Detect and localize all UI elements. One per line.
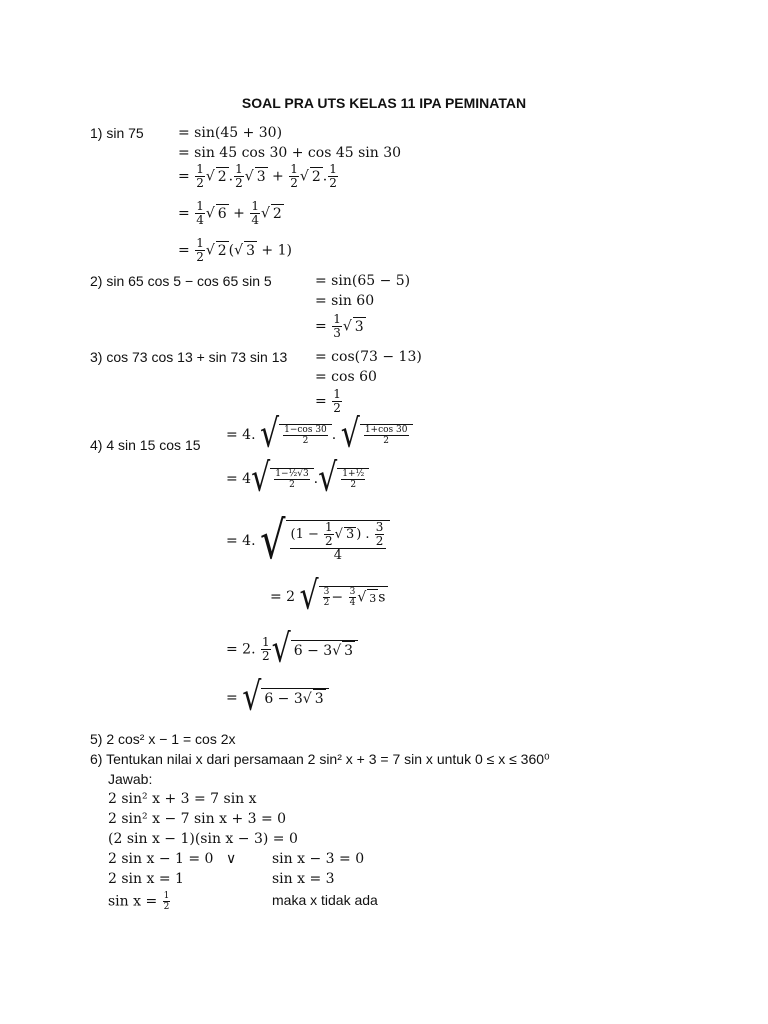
q4-step-2: = 4√ $\frac{\text{1−½√3}}{2}$ .√ $\frac{\text{1+½}}{2}$ (226, 468, 369, 490)
q2-label: 2) sin 65 cos 5 − cos 65 sin 5 (90, 273, 272, 289)
q3-step-1: = cos(73 − 13) (315, 349, 422, 365)
page-title: SOAL PRA UTS KELAS 11 IPA PEMINATAN (241, 95, 527, 111)
q1-label: 1) sin 75 (90, 125, 144, 141)
q5-label: 5) 2 cos² x − 1 = cos 2x (90, 731, 236, 747)
q6-step-4a: 2 sin x − 1 = 0 (108, 851, 214, 867)
q2-step-2: = sin 60 (315, 293, 375, 309)
q1-step-4: = $\frac{1}{4}$ √ 6 + $\frac{1}{4}$ √ 2 (178, 199, 282, 227)
q1-step-3: = $\frac{1}{2}$ √ 2 . $\frac{1}{2}$ √ 3 + $\frac{1}{2}$ √ 2 . $\frac{1}{2}$ (178, 162, 337, 190)
q6-step-5b: sin x = 3 (272, 871, 335, 887)
q6-step-2: 2 sin² x − 7 sin x + 3 = 0 (108, 811, 287, 827)
q6-step-3: (2 sin x − 1)(sin x − 3) = 0 (108, 831, 298, 847)
q4-step-4: = 2 √ $\frac{3}{2}$ − $\frac{3}{4}$ √ 3 s (270, 586, 388, 608)
q4-step-3: = 4. √ (1 − $\frac{1}{2}$ √ 3 ) . $\frac{3}{2}$ 4 (226, 520, 390, 562)
q4-label: 4) 4 sin 15 cos 15 (90, 437, 201, 453)
q6-label: 6) Tentukan nilai x dari persamaan 2 sin² x + 3 = 7 sin x untuk 0 ≤ x ≤ 360⁰ (90, 751, 550, 767)
q4-step-6: = √ 6 − 3√ 3 (226, 688, 329, 708)
q4-step-1: = 4. √ $\frac{1-\cos 30}{2}$ . √ $\frac{1+\cos 30}{2}$ (226, 424, 413, 446)
q6-step-4b: sin x − 3 = 0 (272, 851, 365, 867)
q3-step-2: = cos 60 (315, 369, 377, 385)
q6-jawab: Jawab: (108, 771, 153, 787)
q1-step-5: = $\frac{1}{2}$ √ 2 (√ 3 + 1) (178, 236, 292, 264)
q3-label: 3) cos 73 cos 13 + sin 73 sin 13 (90, 349, 288, 365)
q6-step-6a: sin x = $\frac{1}{2}$ (108, 891, 170, 912)
q6-step-5a: 2 sin x = 1 (108, 871, 184, 887)
q2-step-1: = sin(65 − 5) (315, 273, 411, 289)
q6-or-symbol: ∨ (226, 851, 237, 867)
q6-step-1: 2 sin² x + 3 = 7 sin x (108, 791, 257, 807)
q2-step-3: = $\frac{1}{3}$ √ 3 (315, 312, 364, 340)
q1-step-1: = sin(45 + 30) (178, 125, 283, 141)
q4-step-5: = 2. $\frac{1}{2}$ √ 6 − 3√ 3 (226, 636, 358, 663)
q6-step-6b: maka x tidak ada (272, 892, 378, 908)
q1-step-2: = sin 45 cos 30 + cos 45 sin 30 (178, 145, 402, 161)
q3-step-3: = $\frac{1}{2}$ (315, 387, 341, 415)
